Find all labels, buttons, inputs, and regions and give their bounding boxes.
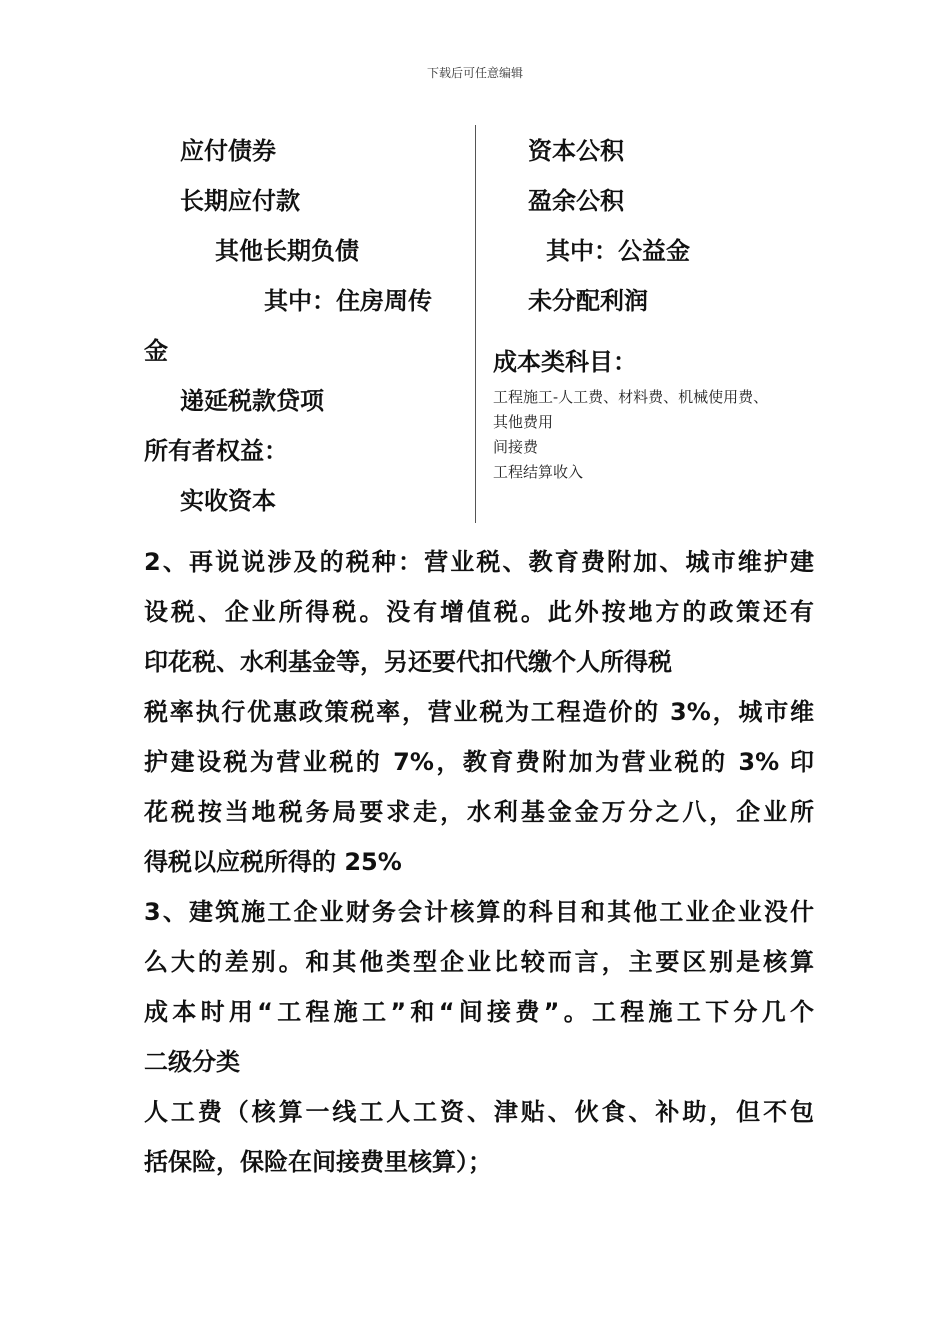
- paragraph-line: 成本时用“工程施工”和“间接费”。工程施工下分几个: [144, 998, 814, 1026]
- account-item: 未分配利润: [528, 287, 648, 315]
- account-item: 其中：住房周传: [264, 287, 432, 315]
- paragraph-line: 税率执行优惠政策税率，营业税为工程造价的 3%，城市维: [144, 698, 814, 726]
- cost-item: 间接费: [493, 438, 539, 456]
- account-item: 实收资本: [180, 487, 276, 515]
- section-heading: 所有者权益：: [144, 437, 288, 465]
- account-item: 应付债券: [180, 137, 276, 165]
- account-item: 递延税款贷项: [180, 387, 324, 415]
- column-divider: [475, 125, 476, 523]
- paragraph-line: 么大的差别。和其他类型企业比较而言，主要区别是核算: [144, 948, 814, 976]
- paragraph-line: 得税以应税所得的 25%: [144, 848, 402, 876]
- paragraph-line: 护建设税为营业税的 7%，教育费附加为营业税的 3% 印: [144, 748, 814, 776]
- paragraph-line: 人工费（核算一线工人工资、津贴、伙食、补助，但不包: [144, 1098, 814, 1126]
- paragraph-line: 印花税、水利基金等，另还要代扣代缴个人所得税: [144, 648, 672, 676]
- page-header: 下载后可任意编辑: [426, 66, 523, 80]
- cost-item: 工程结算收入: [493, 463, 584, 481]
- account-item: 盈余公积: [528, 187, 624, 215]
- account-item: 其他长期负债: [215, 237, 359, 265]
- paragraph-line: 2、再说说涉及的税种：营业税、教育费附加、城市维护建: [144, 548, 814, 576]
- cost-item: 其他费用: [493, 413, 554, 431]
- account-item: 资本公积: [528, 137, 624, 165]
- account-item: 金: [144, 337, 168, 365]
- paragraph-line: 括保险，保险在间接费里核算）；: [144, 1148, 492, 1176]
- cost-item: 工程施工-人工费、材料费、机械使用费、: [493, 388, 769, 406]
- paragraph-line: 花税按当地税务局要求走，水利基金金万分之八，企业所: [144, 798, 814, 826]
- account-item: 其中：公益金: [546, 237, 690, 265]
- body-paragraphs: [144, 537, 814, 1187]
- paragraph-line: 设税、企业所得税。没有增值税。此外按地方的政策还有: [144, 598, 814, 626]
- account-item: 长期应付款: [180, 187, 300, 215]
- section-heading: 成本类科目：: [493, 348, 637, 376]
- paragraph-line: 二级分类: [144, 1048, 240, 1076]
- paragraph-line: 3、建筑施工企业财务会计核算的科目和其他工业企业没什: [144, 898, 814, 926]
